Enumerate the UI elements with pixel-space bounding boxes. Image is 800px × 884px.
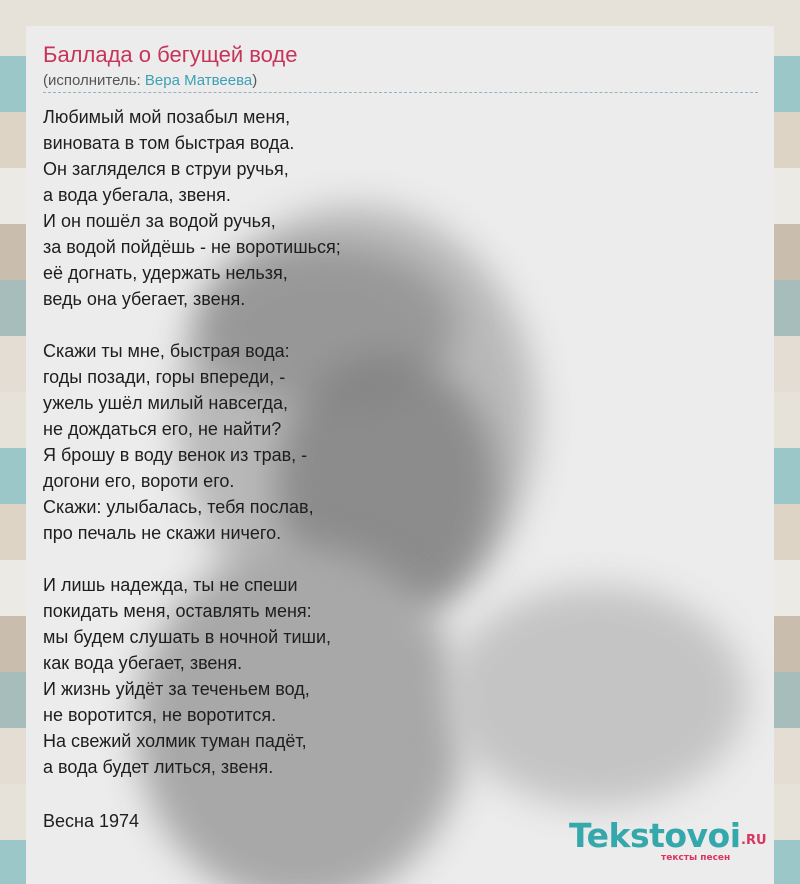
performer-prefix: (исполнитель: — [43, 72, 145, 89]
lyric-line: догони его, вороти его. — [43, 471, 235, 491]
lyric-line: покидать меня, оставлять меня: — [43, 601, 312, 621]
logo-tld: .RU — [741, 833, 767, 848]
lyric-line: И лишь надежда, ты не спеши — [43, 575, 298, 595]
lyrics-card — [26, 26, 774, 884]
lyric-line: На свежий холмик туман падёт, — [43, 731, 307, 751]
lyric-line: её догнать, удержать нельзя, — [43, 263, 288, 283]
lyric-line: не воротится, не воротится. — [43, 705, 277, 725]
lyric-line: ужель ушёл милый навсегда, — [43, 393, 289, 413]
lyric-line: мы будем слушать в ночной тиши, — [43, 627, 331, 647]
lyric-line: виновата в том быстрая вода. — [43, 133, 295, 153]
logo-subtitle: тексты песен — [661, 853, 731, 863]
lyric-line: Скажи ты мне, быстрая вода: — [43, 341, 290, 361]
lyric-line: а вода убегала, звеня. — [43, 185, 231, 205]
stanza-gap — [43, 546, 341, 572]
lyric-line: ведь она убегает, звеня. — [43, 289, 246, 309]
stanza-gap — [43, 312, 341, 338]
lyric-line: И жизнь уйдёт за теченьем вод, — [43, 679, 310, 699]
lyrics-content — [26, 26, 774, 884]
artist-link[interactable]: Вера Матвеева — [144, 72, 253, 89]
lyric-line: а вода будет литься, звеня. — [43, 757, 274, 777]
lyric-line: годы позади, горы впереди, - — [43, 367, 286, 387]
song-title: Баллада о бегущей воде — [43, 42, 298, 67]
lyrics-text — [43, 104, 341, 780]
title-divider — [43, 92, 758, 93]
lyric-line: Любимый мой позабыл меня, — [43, 107, 291, 127]
lyric-line: за водой пойдёшь - не воротишься; — [43, 237, 341, 257]
lyric-line: про печаль не скажи ничего. — [43, 523, 282, 543]
logo-name: Tekstovoi — [569, 816, 741, 855]
lyric-line: как вода убегает, звеня. — [43, 653, 243, 673]
performer-line — [43, 72, 257, 89]
performer-suffix: ) — [252, 72, 258, 89]
lyric-line: И он пошёл за водой ручья, — [43, 211, 276, 231]
lyric-line: Скажи: улыбалась, тебя послав, — [43, 497, 314, 517]
site-logo[interactable] — [569, 816, 774, 866]
composition-date: Весна 1974 — [43, 811, 140, 831]
lyric-line: Он загляделся в струи ручья, — [43, 159, 289, 179]
lyric-line: Я брошу в воду венок из трав, - — [43, 445, 308, 465]
lyric-line: не дождаться его, не найти? — [43, 419, 282, 439]
